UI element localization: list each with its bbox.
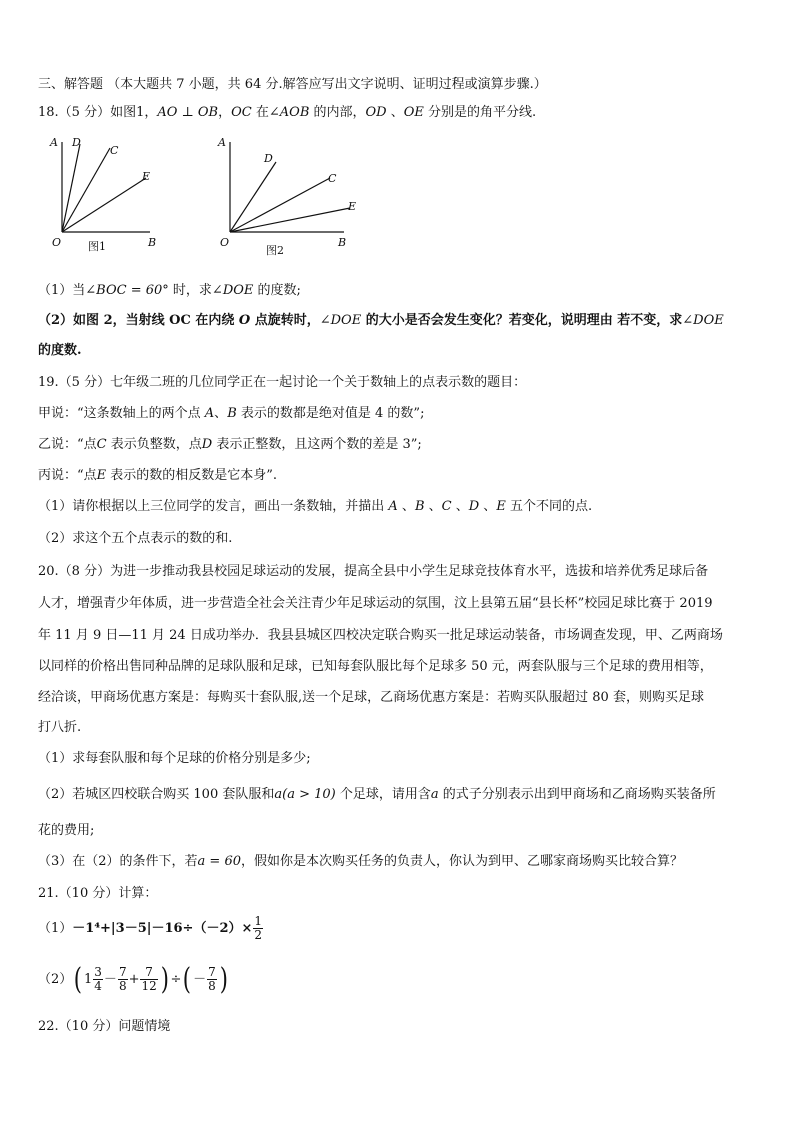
q20-part2: （2）若城区四校联合购买 100 套队服和a(a > 10) 个足球，请用含a 的式子分别表示出到甲商场和乙商场购买装备所 bbox=[38, 787, 716, 802]
label-a: A bbox=[50, 136, 58, 149]
q19-yi: 乙说：“点C 表示负整数，点D 表示正整数，且这两个数的差是 3”; bbox=[38, 437, 422, 452]
label-c: C bbox=[328, 172, 337, 185]
q20-line-3: 年 11 月 9 日—11 月 24 日成功举办．我县县城区四校决定联合购买一批足球运动装备，市场调查发现，甲、乙两商场 bbox=[38, 628, 723, 643]
q18-stem: 18.（5 分）如图1，AO ⊥ OB，OC 在∠AOB 的内部，OD 、OE 分别是的角平分线. bbox=[38, 105, 537, 120]
q20-part2-cont: 花的费用; bbox=[38, 823, 95, 838]
q20-line-6: 打八折. bbox=[38, 720, 82, 735]
q18-part2: （2）如图 2，当射线 OC 在内绕 O 点旋转时，∠DOE 的大小是否会发生变化？若变化，说明理由 若不变，求∠DOE bbox=[38, 313, 724, 328]
q20-line-2: 人才，增强青少年体质，进一步营造全社会关注青少年足球运动的氛围，汶上县第五届“县长杯”校园足球比赛于 2019 bbox=[38, 596, 713, 611]
label-e: E bbox=[348, 200, 357, 213]
ray-od bbox=[230, 162, 276, 232]
q19-part2: （2）求这个五个点表示的数的和. bbox=[38, 531, 233, 546]
figure-2 bbox=[214, 132, 364, 266]
q20-line-5: 经洽谈，甲商场优惠方案是：每购买十套队服,送一个足球，乙商场优惠方案是：若购买队服超过 80 套，则购买足球 bbox=[38, 690, 704, 705]
label-b: B bbox=[338, 236, 347, 249]
figure-1-caption: 图1 bbox=[88, 240, 106, 253]
figure-2-caption: 图2 bbox=[266, 244, 284, 257]
q20-part1: （1）求每套队服和每个足球的价格分别是多少; bbox=[38, 751, 311, 766]
q19-jia: 甲说：“这条数轴上的两个点 A、B 表示的数都是绝对值是 4 的数”; bbox=[38, 406, 425, 421]
q21-expr-1: （1）－1⁴+|3－5|－16÷（－2）× $\frac{1}{2}$ bbox=[38, 914, 263, 942]
ray-oc bbox=[230, 178, 330, 232]
ray-oc bbox=[62, 148, 110, 232]
figure-1 bbox=[46, 132, 176, 266]
label-d: D bbox=[264, 152, 273, 165]
ray-oe bbox=[62, 178, 146, 232]
q20-part3: （3）在（2）的条件下，若a = 60，假如你是本次购买任务的负责人，你认为到甲、乙哪家商场购买比较合算？ bbox=[38, 854, 684, 869]
label-b: B bbox=[148, 236, 157, 249]
q19-part1: （1）请你根据以上三位同学的发言，画出一条数轴，并描出 A 、B 、C 、D 、E 五个不同的点. bbox=[38, 499, 593, 514]
q20-line-4: 以同样的价格出售同种品牌的足球队服和足球，已知每套队服比每个足球多 50 元，两套队服与三个足球的费用相等， bbox=[38, 659, 713, 674]
q19-stem: 19.（5 分）七年级二班的几位同学正在一起讨论一个关于数轴上的点表示数的题目： bbox=[38, 375, 527, 390]
label-c: C bbox=[110, 144, 119, 157]
q21-stem: 21.（10 分）计算： bbox=[38, 886, 158, 901]
q20-line-1: 20.（8 分）为进一步推动我县校园足球运动的发展，提高全县中小学生足球竞技体育水平，选拔和培养优秀足球后备 bbox=[38, 564, 709, 579]
label-d: D bbox=[72, 136, 81, 149]
section-heading: 三、解答题 （本大题共 7 小题，共 64 分.解答应写出文字说明、证明过程或演算步骤.） bbox=[38, 77, 547, 92]
ray-oe bbox=[230, 208, 350, 232]
ray-od bbox=[62, 144, 80, 232]
label-e: E bbox=[142, 170, 151, 183]
q21-expr-2: （2）( 1 $\frac{3}{4}$ － $\frac{7}{8}$ + $\frac{7}{12}$ ) ÷( － $\frac{7}{8}$ ) bbox=[38, 961, 228, 997]
q22-stem: 22.（10 分）问题情境 bbox=[38, 1019, 171, 1034]
q18-part1: （1）当∠BOC = 60° 时，求∠DOE 的度数; bbox=[38, 283, 301, 298]
label-o: O bbox=[220, 236, 230, 249]
q19-bing: 丙说：“点E 表示的数的相反数是它本身”. bbox=[38, 468, 278, 483]
q18-part2-cont: 的度数. bbox=[38, 343, 82, 358]
fraction-one-half: $\frac{1}{2}$ bbox=[254, 914, 263, 942]
label-o: O bbox=[52, 236, 62, 249]
label-a: A bbox=[218, 136, 226, 149]
